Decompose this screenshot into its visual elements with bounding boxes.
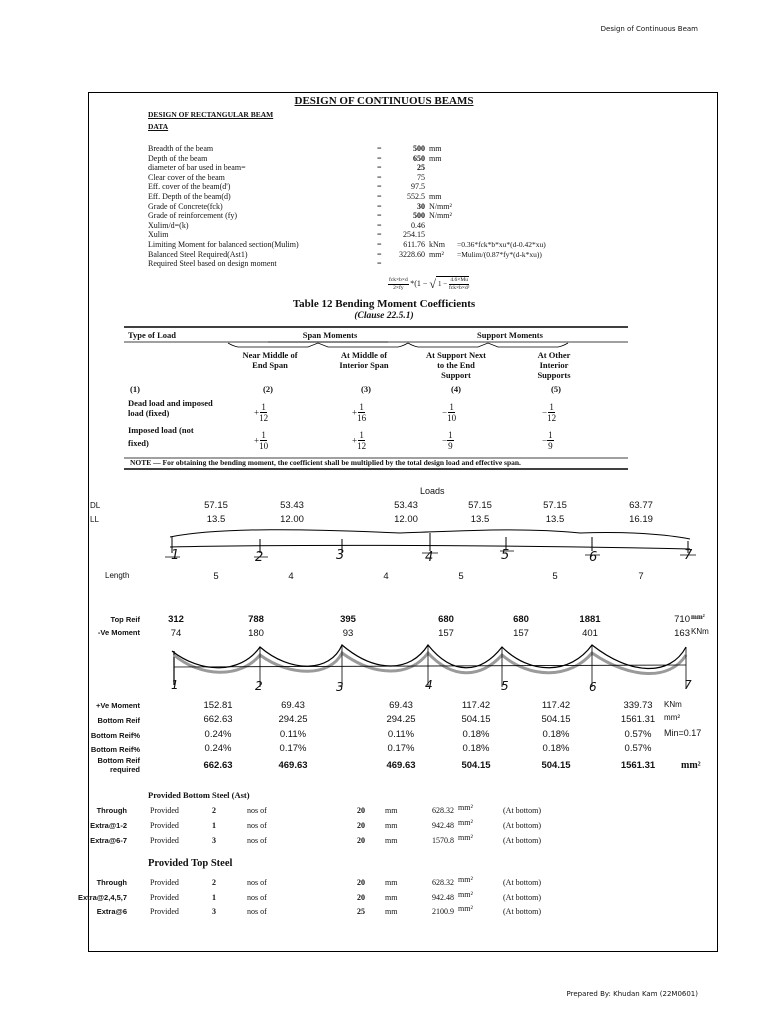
- support-number: 1: [171, 678, 179, 692]
- table12-num-3: (3): [361, 384, 371, 394]
- param-value: 97.5: [411, 182, 425, 192]
- bottom-breif-value: 294.25: [386, 714, 416, 725]
- param-unit: mm: [429, 153, 442, 163]
- bottom-posm-value: 69.43: [281, 700, 305, 711]
- area-unit: mm²: [458, 889, 473, 899]
- bottom-req-value: 504.15: [461, 760, 491, 771]
- support-number: 7: [684, 678, 692, 692]
- ll-value: 13.5: [470, 514, 490, 525]
- param-formula: =0.36*fck*b*xu*(d-0.42*xu): [457, 240, 546, 249]
- top-reif-value: 1881: [579, 614, 601, 625]
- table12-num-4: (4): [451, 384, 461, 394]
- param-label: diameter of bar used in beam=: [148, 163, 246, 173]
- coefficient-cell: [254, 402, 268, 423]
- ll-label: LL: [90, 515, 99, 524]
- neg-moment-value: 180: [248, 628, 264, 639]
- provided-area: 942.48: [432, 821, 454, 830]
- bottom-reif-unit: mm²: [664, 713, 680, 722]
- table12-title: Table 12 Bending Moment Coefficients: [292, 298, 476, 310]
- param-equals: =: [377, 240, 382, 249]
- bottom-posm-value: 69.43: [389, 700, 413, 711]
- coefficient-sign: +: [254, 407, 260, 418]
- neg-moment-label: -Ve Moment: [97, 628, 140, 637]
- coefficient-cell: [352, 430, 366, 451]
- mm-label: mm: [385, 892, 398, 902]
- bar-count: 3: [212, 836, 216, 845]
- coefficient-denominator: 10: [447, 413, 457, 423]
- bottom-pct1-value: 0.18%: [462, 729, 490, 740]
- dl-value: 63.77: [629, 500, 653, 511]
- mm-label: mm: [385, 878, 398, 887]
- mm-label: mm: [385, 836, 398, 845]
- coefficient-fraction: [357, 430, 366, 451]
- span-length: 5: [458, 571, 464, 582]
- coefficient-fraction: [259, 402, 268, 423]
- provided-bottom-title: Provided Bottom Steel (Ast): [148, 790, 250, 800]
- bar-group-name: Extra@6: [96, 907, 127, 916]
- provided-area: 1570.8: [432, 836, 454, 845]
- param-equals: =: [377, 201, 382, 211]
- ll-value: 16.19: [629, 514, 653, 525]
- param-equals: =: [377, 220, 382, 230]
- neg-moment-value: 157: [438, 628, 454, 639]
- span-length: 7: [638, 571, 644, 582]
- param-unit: N/mm²: [429, 211, 452, 221]
- provided-label: Provided: [150, 907, 179, 916]
- support-number: 6: [589, 550, 598, 565]
- provided-area: 942.48: [432, 892, 454, 902]
- coefficient-denominator: 9: [548, 441, 553, 451]
- coefficient-numerator: 1: [549, 402, 554, 412]
- coefficient-fraction: [547, 402, 556, 423]
- bottom-posm-value: 152.81: [203, 700, 233, 711]
- coefficient-sign: +: [254, 435, 260, 446]
- support-number: 1: [171, 548, 180, 563]
- coefficient-denominator: 9: [448, 441, 453, 451]
- page-footer: Prepared By: Khudan Kam (22M0601): [566, 990, 698, 998]
- bar-diameter: 20: [357, 878, 365, 887]
- bottom-pct2-label: Bottom Reif%: [90, 745, 140, 754]
- area-unit: mm²: [458, 904, 473, 913]
- coefficient-denominator: 10: [259, 441, 269, 451]
- bottom-pct1-value: 0.24%: [204, 729, 232, 740]
- param-label: Xulim/d=(k): [148, 220, 189, 230]
- loads-title: Loads: [420, 486, 445, 496]
- param-label: Eff. Depth of the beam(d): [148, 192, 231, 201]
- bar-count: 3: [212, 907, 216, 916]
- coefficient-sign: −: [542, 407, 548, 418]
- bottom-pct2-value: 0.57%: [624, 743, 652, 754]
- support-number: 5: [501, 679, 509, 693]
- bottom-pct2-value: 0.17%: [279, 743, 307, 754]
- top-reif-value: 395: [340, 614, 356, 625]
- top-reif-value: 788: [248, 614, 264, 625]
- bottom-breif-value: 294.25: [278, 714, 308, 725]
- param-value: 650: [413, 153, 425, 163]
- provided-top-title: Provided Top Steel: [148, 858, 233, 869]
- bottom-req-value: 662.63: [203, 760, 233, 771]
- bottom-pct1-value: 0.11%: [387, 729, 415, 740]
- param-equals: =: [377, 211, 382, 221]
- coefficient-cell: [442, 430, 454, 451]
- support-number: 2: [255, 679, 263, 693]
- param-equals: =: [377, 144, 382, 153]
- ll-value: 12.00: [280, 514, 304, 525]
- param-label: Breadth of the beam: [148, 144, 214, 153]
- section-heading: DESIGN OF RECTANGULAR BEAM: [148, 110, 274, 119]
- param-label: Clear cover of the beam: [148, 172, 225, 182]
- param-label: Eff. cover of the beam(d'): [148, 182, 231, 192]
- position-note: (At bottom): [503, 806, 541, 815]
- coefficient-sign: −: [442, 435, 448, 446]
- coefficient-sign: −: [442, 407, 448, 418]
- bar-group-name: Extra@6-7: [90, 836, 127, 845]
- param-label: Grade of Concrete(fck): [148, 201, 223, 211]
- param-label: Grade of reinforcement (fy): [148, 211, 238, 221]
- span-length: 5: [213, 571, 219, 582]
- param-unit: kNm: [429, 240, 445, 249]
- nos-of-label: nos of: [247, 836, 267, 845]
- position-note: (At bottom): [503, 836, 541, 845]
- nos-of-label: nos of: [247, 892, 267, 902]
- table12-type-header: Type of Load: [128, 330, 177, 340]
- support-number: 3: [336, 680, 344, 694]
- support-number: 2: [255, 550, 264, 565]
- bottom-req-value: 469.63: [386, 760, 416, 771]
- param-value: 25: [417, 163, 425, 173]
- param-equals: =: [377, 182, 382, 192]
- table12-col2-header: Near Middle of End Span: [242, 350, 298, 370]
- coefficient-fraction: [357, 402, 366, 423]
- param-label: Balanced Steel Required(Ast1): [148, 249, 248, 259]
- table12-clause: (Clause 22.5.1): [354, 311, 414, 321]
- bottom-reif-label: Bottom Reif: [97, 716, 140, 725]
- bar-count: 1: [212, 892, 216, 902]
- param-value: 611.76: [403, 240, 425, 249]
- table12-col5-header: At Other Interior Supports: [537, 350, 571, 380]
- coefficient-denominator: 16: [357, 413, 367, 423]
- bottom-req-value: 469.63: [278, 760, 308, 771]
- bar-count: 2: [212, 878, 216, 887]
- area-unit: mm²: [458, 833, 473, 842]
- param-label: Xulim: [148, 230, 169, 240]
- bottom-pct2-value: 0.18%: [542, 743, 570, 754]
- param-equals: =: [377, 192, 382, 201]
- nos-of-label: nos of: [247, 907, 267, 916]
- coefficient-cell: [442, 402, 456, 423]
- bar-group-name: Through: [96, 806, 127, 815]
- bar-diameter: 20: [357, 892, 365, 902]
- param-equals: =: [377, 153, 382, 163]
- pos-moment-label: +Ve Moment: [96, 701, 140, 710]
- bar-count: 2: [212, 806, 216, 815]
- dl-value: 57.15: [468, 500, 492, 511]
- support-number: 4: [425, 550, 434, 565]
- table12-col4-header: At Support Next to the End Support: [426, 350, 486, 380]
- min-reif-text: Min=0.17: [664, 728, 702, 738]
- neg-moment-unit: KNm: [691, 627, 709, 636]
- pos-moment-unit: KNm: [664, 700, 682, 709]
- bottom-breif-value: 504.15: [461, 714, 491, 725]
- bottom-posm-value: 117.42: [461, 700, 491, 711]
- coefficient-cell: [542, 402, 556, 423]
- coefficient-denominator: 12: [357, 441, 367, 451]
- document-title: DESIGN OF CONTINUOUS BEAMS: [294, 95, 474, 107]
- bottom-req-value: 504.15: [541, 760, 571, 771]
- bar-group-name: Extra@2,4,5,7: [77, 892, 127, 902]
- mm-label: mm: [385, 907, 398, 916]
- bar-diameter: 25: [357, 907, 365, 916]
- position-note: (At bottom): [503, 821, 541, 830]
- dl-value: 57.15: [543, 500, 567, 511]
- position-note: (At bottom): [503, 878, 541, 887]
- provided-area: 2100.9: [432, 907, 454, 916]
- table12-num-1: (1): [130, 384, 140, 394]
- bar-diameter: 20: [357, 836, 365, 845]
- top-reif-unit: mm²: [691, 613, 705, 621]
- ll-value: 13.5: [545, 514, 565, 525]
- span-length: 5: [552, 571, 558, 582]
- neg-moment-value: 93: [342, 628, 354, 639]
- coefficient-sign: +: [352, 407, 358, 418]
- provided-label: Provided: [150, 836, 179, 845]
- bottom-posm-value: 117.42: [541, 700, 571, 711]
- ll-value: 12.00: [394, 514, 418, 525]
- nos-of-label: nos of: [247, 821, 267, 830]
- param-label: Required Steel based on design moment: [148, 259, 277, 269]
- coefficient-fraction: [547, 430, 554, 451]
- provided-area: 628.32: [432, 878, 454, 887]
- param-value: 0.46: [411, 220, 425, 230]
- coefficient-numerator: 1: [261, 430, 266, 440]
- span-length: 4: [288, 571, 294, 582]
- param-equals: =: [377, 172, 382, 182]
- table12-span-header: Span Moments: [302, 330, 358, 340]
- coefficient-numerator: 1: [448, 430, 453, 440]
- param-equals: =: [377, 163, 382, 173]
- param-equals: =: [377, 259, 382, 269]
- bottom-pct1-value: 0.11%: [279, 729, 307, 740]
- param-value: 30: [417, 201, 425, 211]
- neg-moment-value: 163: [674, 628, 690, 639]
- coefficient-denominator: 12: [259, 413, 269, 423]
- support-number: 7: [684, 548, 693, 563]
- neg-moment-value: 74: [170, 628, 182, 639]
- span-length: 4: [383, 571, 389, 582]
- bottom-req-value: 1561.31: [620, 760, 656, 771]
- provided-label: Provided: [150, 821, 179, 830]
- table12-num-2: (2): [263, 384, 273, 394]
- bar-group-name: Through: [96, 878, 127, 887]
- param-label: Limiting Moment for balanced section(Mulim): [148, 240, 299, 249]
- bar-diameter: 20: [357, 821, 365, 830]
- neg-moment-value: 401: [582, 628, 598, 639]
- coefficient-fraction: [447, 430, 454, 451]
- length-label: Length: [105, 571, 130, 580]
- coefficient-sign: −: [542, 435, 548, 446]
- provided-label: Provided: [150, 806, 179, 815]
- coefficient-sign: +: [352, 435, 358, 446]
- param-value: 254.15: [403, 230, 425, 240]
- nos-of-label: nos of: [247, 806, 267, 815]
- table12-row1-label: Dead load and imposed load (fixed): [128, 398, 213, 418]
- area-unit: mm²: [458, 803, 473, 812]
- support-number: 4: [425, 678, 433, 692]
- param-value: 552.5: [407, 192, 425, 201]
- coefficient-cell: [352, 402, 366, 423]
- bottom-breif-value: 1561.31: [620, 714, 656, 725]
- bottom-breif-value: 504.15: [541, 714, 571, 725]
- dl-value: 53.43: [280, 500, 304, 511]
- bar-count: 1: [212, 821, 216, 830]
- param-equals: =: [377, 230, 382, 240]
- param-equals: =: [377, 249, 382, 259]
- param-formula: =Mulim/(0.87*fy*(d-k*xu)): [457, 249, 542, 259]
- neg-moment-value: 157: [513, 628, 529, 639]
- bottom-pct1-value: 0.57%: [624, 729, 652, 740]
- coefficient-fraction: [259, 430, 268, 451]
- bottom-req-unit: mm²: [681, 760, 701, 771]
- bottom-pct1-value: 0.18%: [542, 729, 570, 740]
- position-note: (At bottom): [503, 907, 541, 916]
- coefficient-numerator: 1: [261, 402, 266, 412]
- required-steel-formula: $\frac{\text{fck×b×d}}{2\times fy}$ *(1 − √ 1 − $\frac{4.6\times Mu}{\text{fck×b×d²}}$: [389, 277, 470, 291]
- table12-support-header: Support Moments: [477, 330, 543, 340]
- top-reif-label: Top Reif: [110, 615, 140, 624]
- area-unit: mm²: [458, 818, 473, 827]
- nos-of-label: nos of: [247, 878, 267, 887]
- top-reif-value: 680: [438, 614, 454, 625]
- bottom-pct1-label: Bottom Reif%: [90, 731, 140, 740]
- page-header: Design of Continuous Beam: [600, 25, 698, 33]
- position-note: (At bottom): [503, 892, 541, 902]
- param-label: Depth of the beam: [148, 153, 208, 163]
- mm-label: mm: [385, 806, 398, 815]
- ll-value: 13.5: [206, 514, 226, 525]
- top-reif-value: 312: [168, 614, 184, 625]
- provided-area: 628.32: [432, 806, 454, 815]
- data-heading: DATA: [148, 122, 169, 131]
- coefficient-fraction: [447, 402, 456, 423]
- bottom-breif-value: 662.63: [203, 714, 233, 725]
- table12-col3-header: At Middle of Interior Span: [339, 350, 389, 370]
- coefficient-numerator: 1: [449, 402, 454, 412]
- support-number: 6: [589, 680, 597, 694]
- coefficient-numerator: 1: [359, 402, 364, 412]
- top-reif-value: 710: [674, 614, 690, 625]
- table12-row2-label: Imposed load (not fixed): [128, 425, 194, 448]
- coefficient-denominator: 12: [547, 413, 557, 423]
- param-unit: mm²: [429, 249, 444, 259]
- dl-label: DL: [90, 501, 101, 510]
- coefficient-cell: [542, 430, 554, 451]
- dl-value: 53.43: [394, 500, 418, 511]
- param-value: 500: [413, 211, 425, 221]
- bottom-posm-value: 339.73: [623, 700, 653, 711]
- param-unit: N/mm²: [429, 201, 452, 211]
- support-number: 3: [336, 548, 345, 563]
- coefficient-numerator: 1: [548, 430, 553, 440]
- table12-note: NOTE — For obtaining the bending moment, the coefficient shall be multiplied by the total design load and effective span.: [130, 458, 521, 467]
- bottom-req-label: Bottom Reif required: [97, 756, 140, 774]
- provided-label: Provided: [150, 878, 179, 887]
- bar-diameter: 20: [357, 806, 365, 815]
- bottom-pct2-value: 0.24%: [204, 743, 232, 754]
- provided-label: Provided: [150, 892, 179, 902]
- param-unit: mm: [429, 144, 442, 153]
- param-value: 3228.60: [399, 249, 425, 259]
- top-reif-value: 680: [513, 614, 529, 625]
- param-value: 75: [417, 172, 425, 182]
- coefficient-cell: [254, 430, 268, 451]
- mm-label: mm: [385, 821, 398, 830]
- support-number: 5: [501, 548, 510, 563]
- area-unit: mm²: [458, 875, 473, 884]
- param-unit: mm: [429, 192, 442, 201]
- dl-value: 57.15: [204, 500, 228, 511]
- bottom-pct2-value: 0.18%: [462, 743, 490, 754]
- table12-num-5: (5): [551, 384, 561, 394]
- param-value: 500: [413, 144, 425, 153]
- coefficient-numerator: 1: [359, 430, 364, 440]
- bottom-pct2-value: 0.17%: [387, 743, 415, 754]
- bar-group-name: Extra@1-2: [90, 821, 127, 830]
